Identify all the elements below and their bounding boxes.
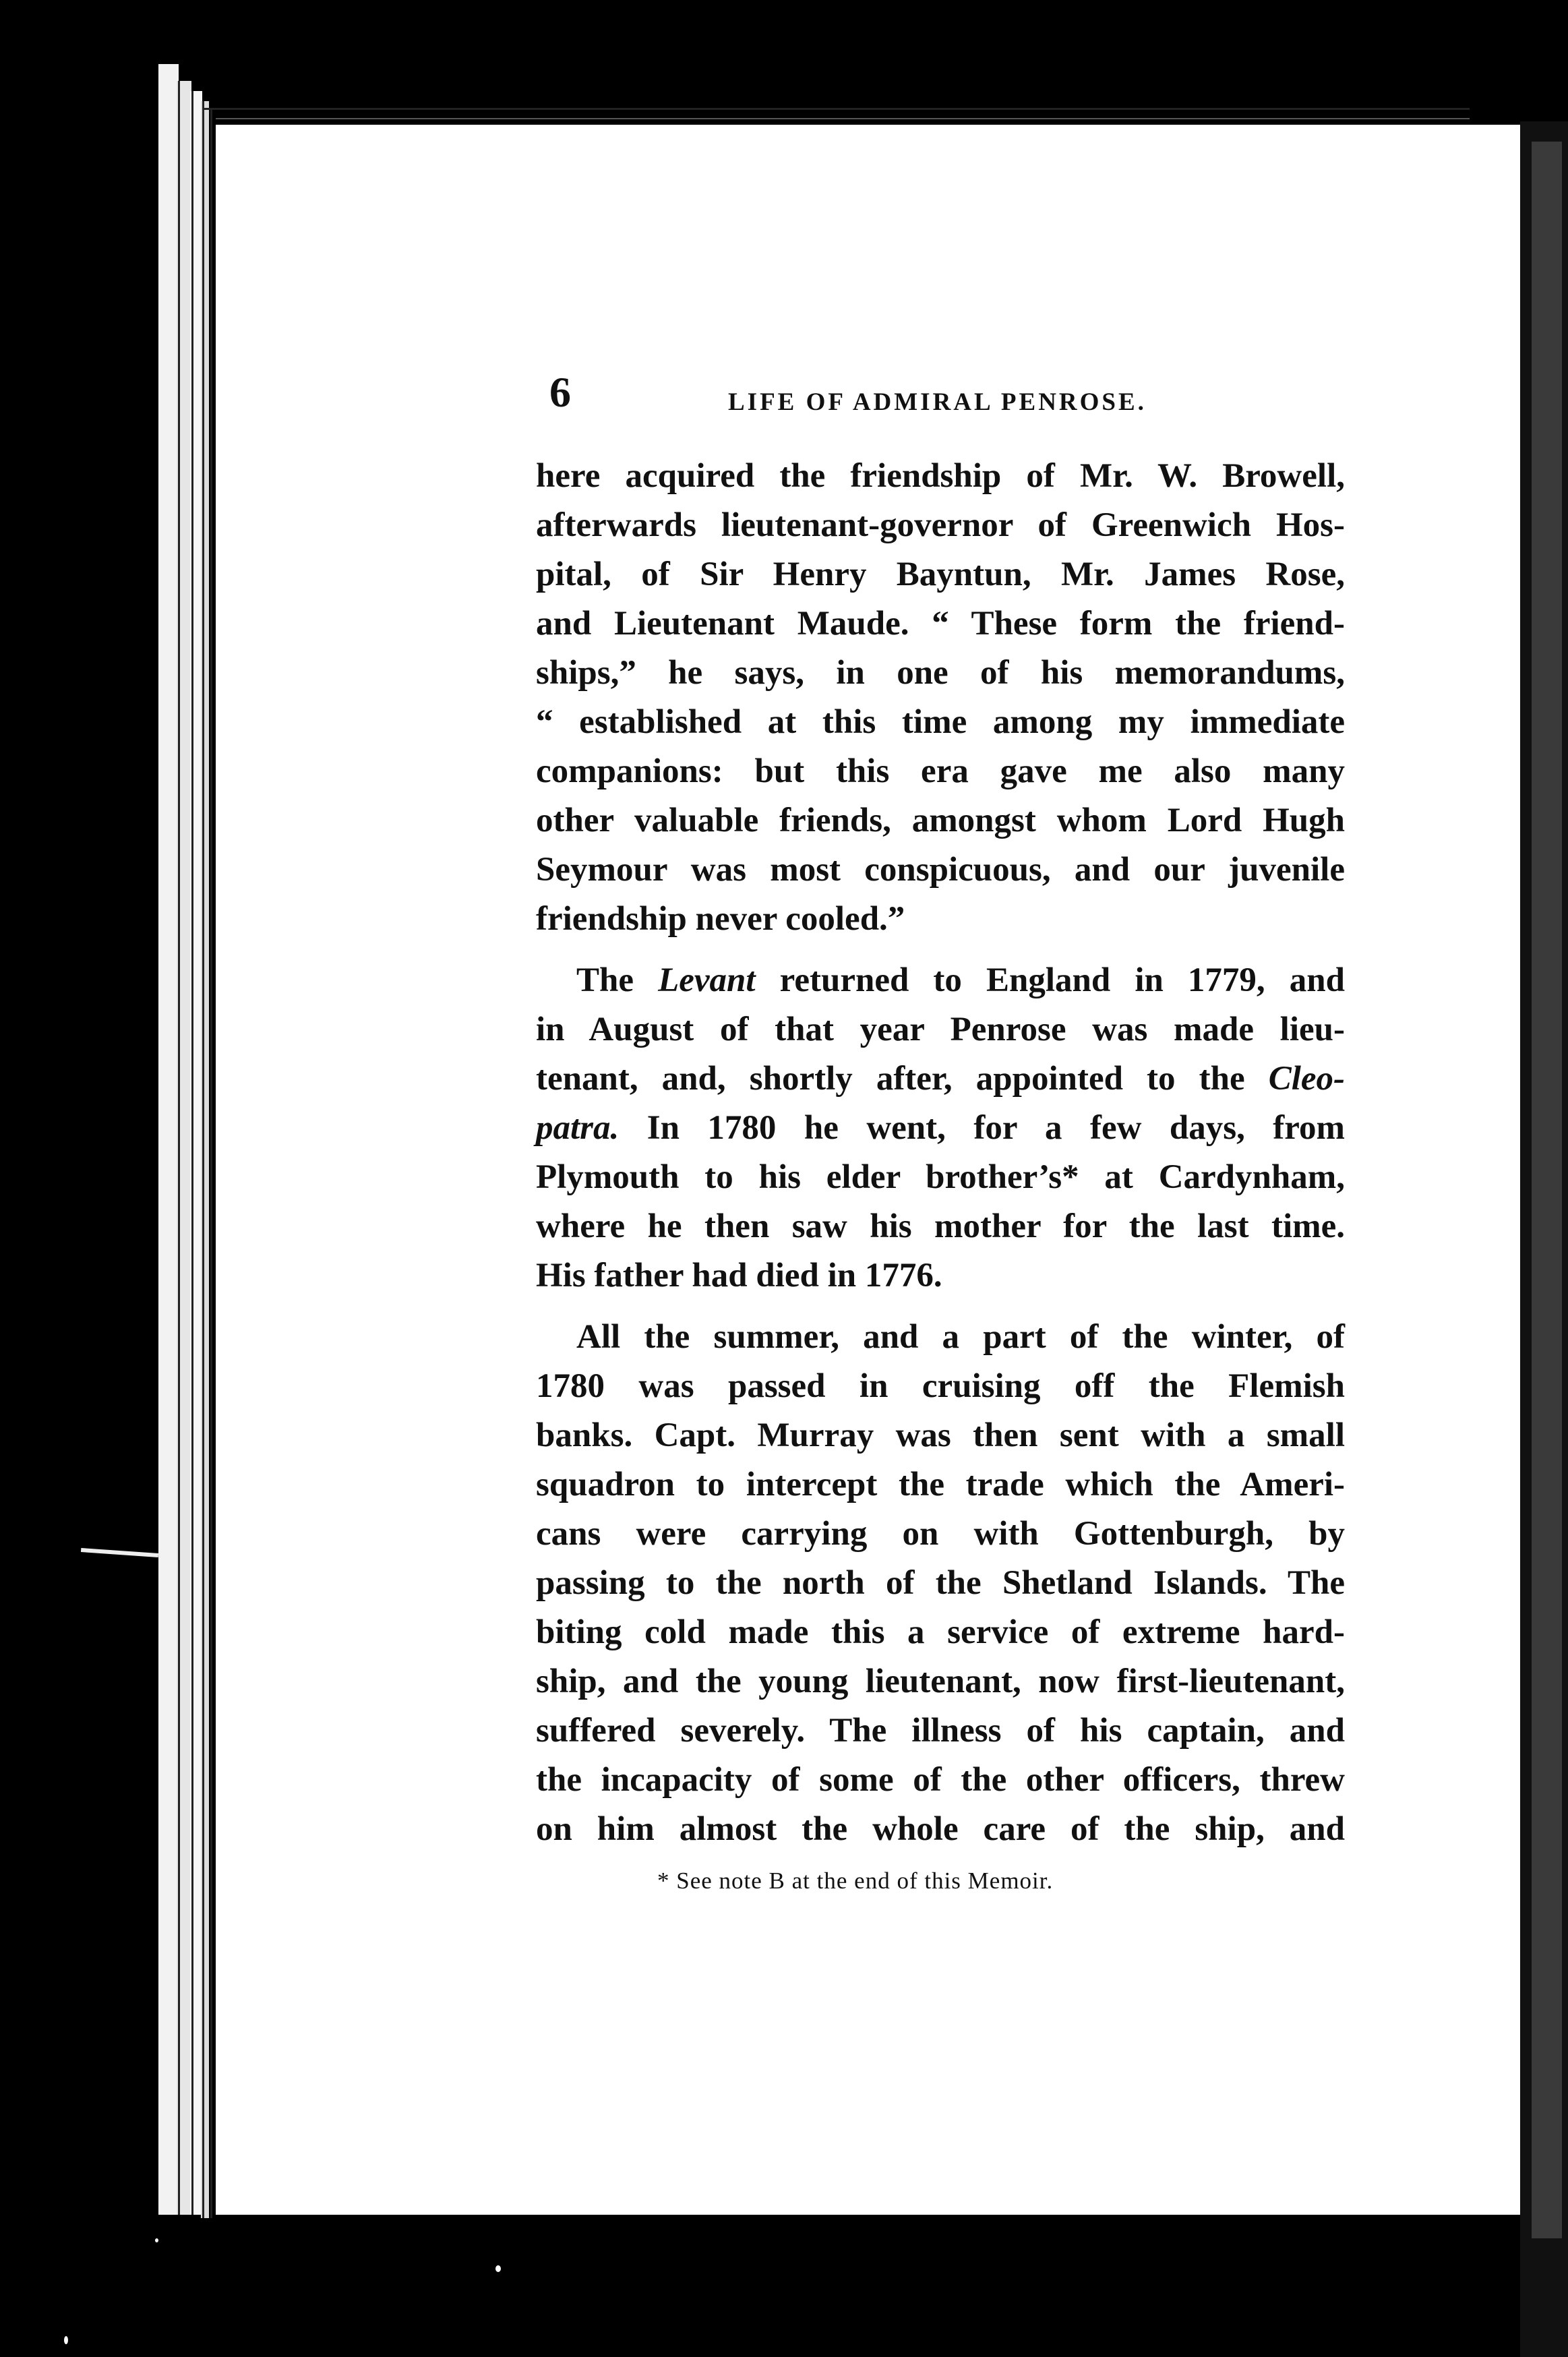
text-line: companions: but this era gave me also many: [536, 752, 1345, 790]
text-line: friendship never cooled.”: [536, 900, 905, 938]
scan-speck: [495, 2265, 501, 2272]
scan-speck: [155, 2238, 158, 2242]
running-head: LIFE OF ADMIRAL PENROSE.: [728, 388, 1147, 416]
page-edge-line: [202, 108, 1470, 110]
text-line: [536, 1054, 1345, 1104]
text-line: in August of that year Penrose was made lieu-: [536, 1011, 1345, 1048]
page-edge-line: [191, 91, 193, 2215]
text-line: afterwards lieutenant-governor of Greenwich Hos-: [536, 506, 1345, 544]
page-edge-line: [202, 101, 204, 2218]
page-edge: [158, 64, 179, 2215]
text-run: returned to England in 1779, and: [755, 961, 1345, 999]
text-line: “ established at this time among my immediate: [536, 703, 1345, 741]
text-line: All the summer, and a part of the winter, of: [576, 1318, 1345, 1356]
text-line: where he then saw his mother for the last time.: [536, 1207, 1345, 1245]
text-run: tenant, and, shortly after, appointed to the: [536, 1060, 1269, 1098]
facing-page-edge: [1532, 142, 1562, 2238]
text-run: The: [576, 961, 659, 999]
body-text: [536, 452, 1345, 1854]
ship-name: Cleo-: [1268, 1060, 1345, 1098]
text-line: His father had died in 1776.: [536, 1257, 942, 1294]
text-line: here acquired the friendship of Mr. W. Browell,: [536, 457, 1345, 495]
text-line: Plymouth to his elder brother’s* at Cardynham,: [536, 1158, 1345, 1196]
text-line: and Lieutenant Maude. “ These form the friend-: [536, 605, 1345, 643]
page-edge-line: [178, 81, 180, 2215]
text-line: the incapacity of some of the other officers, threw: [536, 1761, 1345, 1799]
text-line: other valuable friends, amongst whom Lord Hugh: [536, 802, 1345, 839]
text-line: ships,” he says, in one of his memorandums,: [536, 654, 1345, 692]
text-line: [536, 956, 1345, 1005]
scan-speck: [64, 2336, 68, 2344]
text-line: on him almost the whole care of the ship, and: [536, 1810, 1345, 1848]
page-number: 6: [549, 368, 571, 416]
ship-name: Levant: [658, 961, 756, 999]
text-line: ship, and the young lieutenant, now first-lieutenant,: [536, 1663, 1345, 1700]
text-run: In 1780 he went, for a few days, from: [619, 1109, 1345, 1147]
text-line: Seymour was most conspicuous, and our juvenile: [536, 851, 1345, 889]
text-line: cans were carrying on with Gottenburgh, by: [536, 1515, 1345, 1553]
text-line: pital, of Sir Henry Bayntun, Mr. James Rose,: [536, 556, 1345, 593]
footnote: * See note B at the end of this Memoir.: [657, 1868, 1054, 1894]
ship-name: patra.: [536, 1109, 620, 1147]
text-line: squadron to intercept the trade which the Ameri-: [536, 1466, 1345, 1503]
text-line: 1780 was passed in cruising off the Flemish: [536, 1367, 1345, 1405]
text-line: biting cold made this a service of extreme hard-: [536, 1613, 1345, 1651]
page-edge-line: [210, 108, 212, 2218]
text-line: suffered severely. The illness of his captain, and: [536, 1712, 1345, 1750]
text-line: [536, 1104, 1345, 1153]
page-edge-line: [216, 118, 1470, 119]
text-line: banks. Capt. Murray was then sent with a small: [536, 1416, 1345, 1454]
text-line: passing to the north of the Shetland Islands. The: [536, 1564, 1345, 1602]
